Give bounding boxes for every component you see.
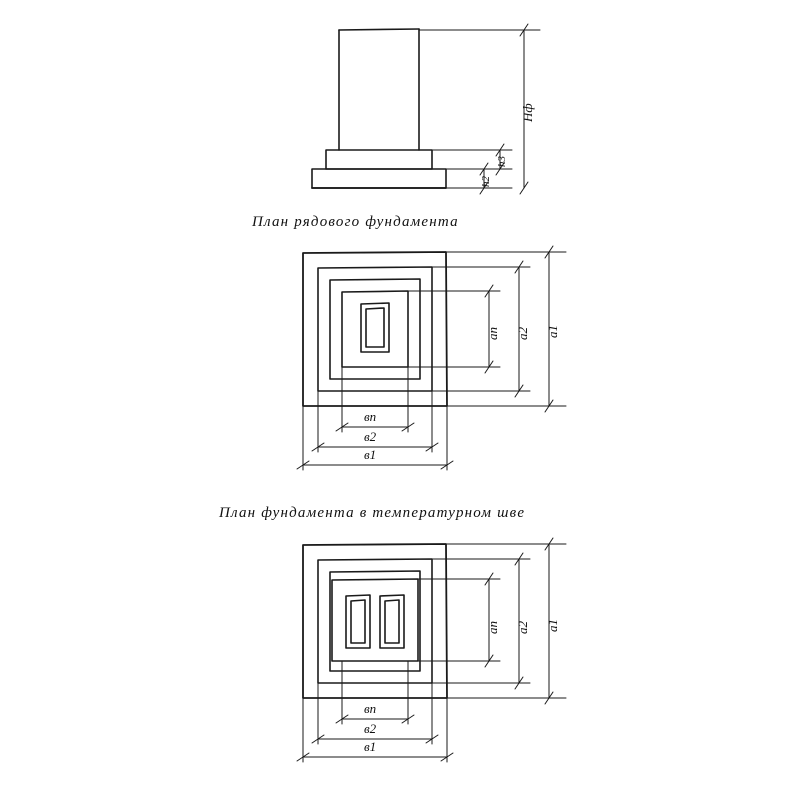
plan-joint-socket-left-outer xyxy=(346,595,370,648)
dim-label-joint-a2: а2 xyxy=(515,621,530,634)
plan-joint-socket-right-outer xyxy=(380,595,404,648)
dim-label-joint-bp: вп xyxy=(364,701,377,716)
plan-joint-socket-left-inner xyxy=(351,600,365,643)
plan-joint-group xyxy=(297,538,566,762)
caption-plan-row-foundation: План рядового фундамента xyxy=(252,214,459,230)
column-shaft xyxy=(339,29,419,150)
dim-label-h3: h3 xyxy=(496,156,508,167)
dim-label-row-a1: а1 xyxy=(545,325,560,338)
caption-plan-joint-foundation: План фундамента в температурном шве xyxy=(219,505,526,521)
dim-label-row-ap: ап xyxy=(485,327,500,340)
plan-joint-step-2 xyxy=(318,559,432,683)
plan-joint-pocket-outer xyxy=(332,579,418,661)
plan-row-step-2 xyxy=(318,267,432,391)
plan-row-group xyxy=(297,246,566,470)
dim-label-joint-b1: в1 xyxy=(364,739,377,754)
plan-row-socket-inner xyxy=(366,308,384,347)
dim-label-h2: h2 xyxy=(480,176,492,187)
plan-joint-dim-ap xyxy=(485,573,493,667)
plan-joint-socket-right-inner xyxy=(385,600,399,643)
footing-lower-block xyxy=(312,169,446,188)
plan-joint-step-3 xyxy=(330,571,420,671)
dim-label-joint-a1: а1 xyxy=(545,619,560,632)
dim-label-joint-ap: ап xyxy=(485,621,500,634)
dim-label-Hf: Нф xyxy=(520,103,535,122)
plan-row-outer-slab xyxy=(303,252,447,406)
plan-joint-outer-slab xyxy=(303,544,447,698)
plan-row-step-3 xyxy=(330,279,420,379)
dim-label-row-a2: а2 xyxy=(515,327,530,340)
dim-label-row-b2: в2 xyxy=(364,429,377,444)
pedestal-upper-block xyxy=(326,150,432,169)
dim-label-joint-b2: в2 xyxy=(364,721,377,736)
dim-label-row-b1: в1 xyxy=(364,447,377,462)
section-view-group xyxy=(312,24,540,194)
plan-row-pocket-outer xyxy=(342,291,408,367)
dim-label-row-bp: вп xyxy=(364,409,377,424)
